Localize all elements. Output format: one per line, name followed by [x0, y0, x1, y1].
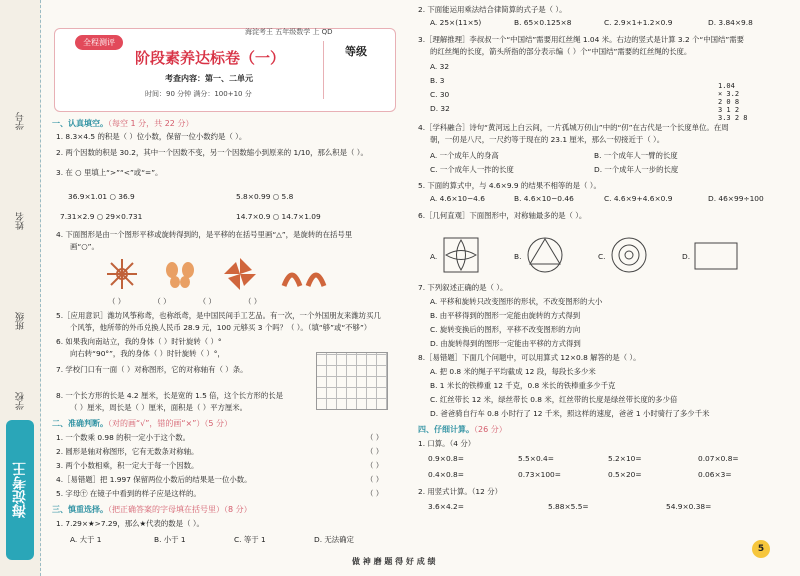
choice-q7-c: C. 旋转变换后的图形，平移不改变图形的方向 [430, 325, 581, 334]
arches-icon [280, 256, 330, 292]
fill-q6: 6. 如果我向南站立，我的身体（ ）时针旋转（ ）° [56, 337, 222, 346]
school-label: 学校 [16, 392, 26, 410]
choice-q4-a: A. 一个成年人的身高 [430, 151, 499, 160]
right-column [418, 0, 788, 576]
judge-4: 4.［易错题］把 1.997 保留两位小数后的结果是一位小数。 [56, 475, 252, 484]
test-time: 时间：90 分钟 满分：100+10 分 [145, 90, 252, 98]
oral-calc-heading: 1. 口算。（4 分） [418, 439, 476, 448]
choice-q7-a: A. 平移和旋转只改变图形的形状，不改变图形的大小 [430, 297, 603, 306]
compare-a: 36.9×1.01 ○ 36.9 [68, 192, 135, 201]
choice-q5-d: D. 46×99÷100 [708, 194, 764, 203]
choice-q4-d: D. 一个成年人一步的长度 [594, 165, 679, 174]
fill-q3: 3. 在 ○ 里填上“>”“<”或“=”。 [56, 168, 163, 177]
choice-q4-c: C. 一个成年人一拃的长度 [430, 165, 514, 174]
fill-q8: 8. 一个长方形的长是 4.2 厘米，长是宽的 1.5 倍，这个长方形的长是 [56, 391, 284, 400]
fill-q1: 1. 8.3×4.5 的积是（ ）位小数，保留一位小数约是（ ）。 [56, 132, 247, 141]
oral-calc-2: 5.5×0.4= [518, 454, 554, 463]
compare-d: 14.7×0.9 ○ 14.7×1.09 [236, 212, 321, 221]
grade-label: 等级 [345, 45, 367, 58]
choice-q2-c: C. 2.9×1+1.2×0.9 [604, 18, 673, 27]
grade-box [323, 41, 388, 99]
oral-calc-3: 5.2×10= [608, 454, 642, 463]
choice-q3-c: C. 30 [430, 90, 450, 99]
choice-q1-b: B. 小于 1 [154, 535, 186, 544]
footer-slogan: 做 神 磨 题 得 好 成 绩 [352, 557, 436, 566]
choice-q8-d: D. 爸爸骑自行车 0.8 小时行了 12 千米，照这样的速度，爸爸 1 小时骑行了多少千米 [430, 409, 710, 418]
section-2-heading: 二、准确判断。（对的画“√”，错的画“×”）（5 分） [52, 419, 233, 428]
header-meta: 海淀考王 五年级数学 上 QD [245, 28, 333, 36]
choice-q2-a: A. 25×(11×5) [430, 18, 482, 27]
name-label: 姓名 [16, 212, 26, 230]
judge-3: 3. 两个小数相乘，积一定大于每一个因数。 [56, 461, 199, 470]
choice-q3: 3.［理解推理］李叔叔一个“中国结”需要用红丝绳 1.04 米。右边的竖式是计算 3.2 个“中国结”需要 [418, 35, 745, 44]
fill-q6-cont: 向右转“90°”，我的身体（ ）时针旋转（ ）°， [70, 349, 225, 358]
shape-b-label: B. [514, 252, 522, 261]
judge-paren-4[interactable]: （ ） [366, 475, 384, 484]
flower-square-icon [442, 236, 480, 274]
vertical-multiplication: 1.04 × 3.2 2 0 8 3 1 2 3.3 2 8 [718, 82, 748, 122]
oral-calc-6: 0.73×100= [518, 470, 561, 479]
compare-b: 5.8×0.99 ○ 5.8 [236, 192, 294, 201]
shape-a-label: A. [430, 252, 438, 261]
judge-5: 5. 字母㊉ 在镜子中看到的样子应是这样的。 [56, 489, 201, 498]
triangle-in-circle-icon [526, 236, 564, 274]
answer-parens-row: （ ） （ ） （ ） （ ） [108, 297, 262, 306]
vertical-calc-1: 3.6×4.2= [428, 502, 464, 511]
choice-q7-b: B. 由平移得到的图形一定能由旋转的方式得到 [430, 311, 581, 320]
judge-paren-3[interactable]: （ ） [366, 461, 384, 470]
vertical-calc-heading: 2. 用竖式计算。（12 分） [418, 487, 502, 496]
section-1-heading: 一、认真填空。（每空 1 分，共 22 分） [52, 119, 194, 128]
choice-q8: 8.［易错题］下面几个问题中，可以用算式 12×0.8 解答的是（ ）。 [418, 353, 641, 362]
choice-q1-a: A. 大于 1 [70, 535, 102, 544]
shape-d-label: D. [682, 252, 691, 261]
shape-c-label: C. [598, 252, 606, 261]
choice-q7-d: D. 由旋转得到的图形一定能由平移的方式得到 [430, 339, 581, 348]
choice-q1: 1. 7.29×★>7.29，那么★代表的数是（ ）。 [56, 519, 204, 528]
judge-2: 2. 圆形是轴对称图形，它有无数条对称轴。 [56, 447, 199, 456]
class-label: 班级 [16, 312, 26, 330]
fill-q4: 4. 下面图形是由一个图形平移或旋转得到的，是平移的在括号里画“△”，是旋转的在括号里 [56, 230, 353, 239]
choice-q6: 6.［几何直观］下面图形中，对称轴最多的是（ ）。 [418, 211, 587, 220]
choice-q2: 2. 下面能运用乘法结合律简算的式子是（ ）。 [418, 5, 567, 14]
choice-q4: 4.［学科融合］诗句“黄河远上白云间，一片孤城万仞山”中的“仞”在古代是一个长度单位。在周 [418, 123, 729, 132]
fill-q5-cont: 个风筝，他所带的外币兑换人民币 28.9 元，100 元够买 3 个吗？（ ）。（填“够”或“不够”） [70, 323, 372, 332]
oral-calc-1: 0.9×0.8= [428, 454, 464, 463]
choice-q2-d: D. 3.84×9.8 [708, 18, 753, 27]
test-scope: 考查内容：第一、二单元 [165, 74, 253, 83]
judge-paren-2[interactable]: （ ） [366, 447, 384, 456]
left-column [44, 0, 394, 576]
rectangle-icon [694, 242, 738, 270]
fill-q4-cont: 画“○”。 [70, 242, 99, 251]
snowflake-icon [104, 256, 140, 292]
section-3-heading: 三、慎重选择。（把正确答案的字母填在括号里）（8 分） [52, 505, 252, 514]
oral-calc-4: 0.07×0.8= [698, 454, 739, 463]
fill-q7: 7. 学校门口有一面（ ）对称图形，它的对称轴有（ ）条。 [56, 365, 248, 374]
choice-q5-c: C. 4.6×9+4.6×0.9 [604, 194, 673, 203]
test-header [54, 28, 396, 112]
choice-q5-b: B. 4.6×10−0.46 [514, 194, 574, 203]
oral-calc-8: 0.06×3= [698, 470, 732, 479]
oral-calc-7: 0.5×20= [608, 470, 642, 479]
choice-q4-b: B. 一个成年人一臂的长度 [594, 151, 678, 160]
choice-q2-b: B. 65×0.125×8 [514, 18, 572, 27]
choice-q3-a: A. 32 [430, 62, 450, 71]
compare-c: 7.31×2.9 ○ 29×0.731 [60, 212, 143, 221]
choice-q3-b: B. 3 [430, 76, 445, 85]
oral-calc-5: 0.4×0.8= [428, 470, 464, 479]
judge-paren-1[interactable]: （ ） [366, 433, 384, 442]
fill-q5: 5.［应用意识］潍坊风筝称鸢，也称纸鸢，是中国民间手工艺品。有一次，一个外国朋友来潍坊买几 [56, 311, 381, 320]
choice-q7: 7. 下列叙述正确的是（ ）。 [418, 283, 508, 292]
fill-q8-cont: （ ）厘米，周长是（ ）厘米，面积是（ ）平方厘米。 [70, 403, 248, 412]
vertical-calc-2: 5.88×5.5= [548, 502, 589, 511]
page-number: 5 [752, 540, 770, 558]
choice-q1-c: C. 等于 1 [234, 535, 266, 544]
section-4-heading: 四、仔细计算。（26 分） [418, 425, 507, 434]
choice-q3-d: D. 32 [430, 104, 450, 113]
choice-q4-cont: 朝，一仞是八尺，一尺约等于现在的 23.1 厘米，那么一仞接近于（ ）。 [430, 135, 665, 144]
concentric-circles-icon [610, 236, 648, 274]
choice-q3-cont: 的红丝绳的长度，箭头所指的部分表示编（ ）个“中国结”需要的红丝绳的长度。 [430, 47, 692, 56]
choice-q5-a: A. 4.6×10−4.6 [430, 194, 485, 203]
judge-1: 1. 一个数乘 0.98 的积一定小于这个数。 [56, 433, 191, 442]
header-tag: 全程测评 [75, 35, 123, 50]
vertical-calc-3: 54.9×0.38= [666, 502, 712, 511]
grid-figure [316, 352, 388, 410]
choice-q5: 5. 下面的算式中，与 4.6×9.9 的结果不相等的是（ ）。 [418, 181, 601, 190]
butterflies-icon [162, 256, 198, 292]
pinwheel-icon [222, 256, 258, 292]
binding-gutter [0, 0, 41, 576]
brand-logo: 海淀考王 [6, 420, 34, 560]
fill-q2: 2. 两个因数的积是 30.2，其中一个因数不变，另一个因数缩小到原来的 1/10，那么积是（ ）。 [56, 148, 368, 157]
choice-q8-c: C. 红丝带长 12 米，绿丝带长 0.8 米，红丝带的长度是绿丝带长度的多少倍 [430, 395, 678, 404]
choice-q8-b: B. 1 米长的铁棒重 12 千克，0.8 米长的铁棒重多少千克 [430, 381, 616, 390]
student-id-label: 学号 [16, 112, 26, 130]
transform-pictures [104, 256, 384, 292]
test-title: 阶段素养达标卷（一） [135, 49, 286, 67]
judge-paren-5[interactable]: （ ） [366, 489, 384, 498]
choice-q1-d: D. 无法确定 [314, 535, 354, 544]
choice-q8-a: A. 把 0.8 米的绳子平均截成 12 段，每段长多少米 [430, 367, 596, 376]
